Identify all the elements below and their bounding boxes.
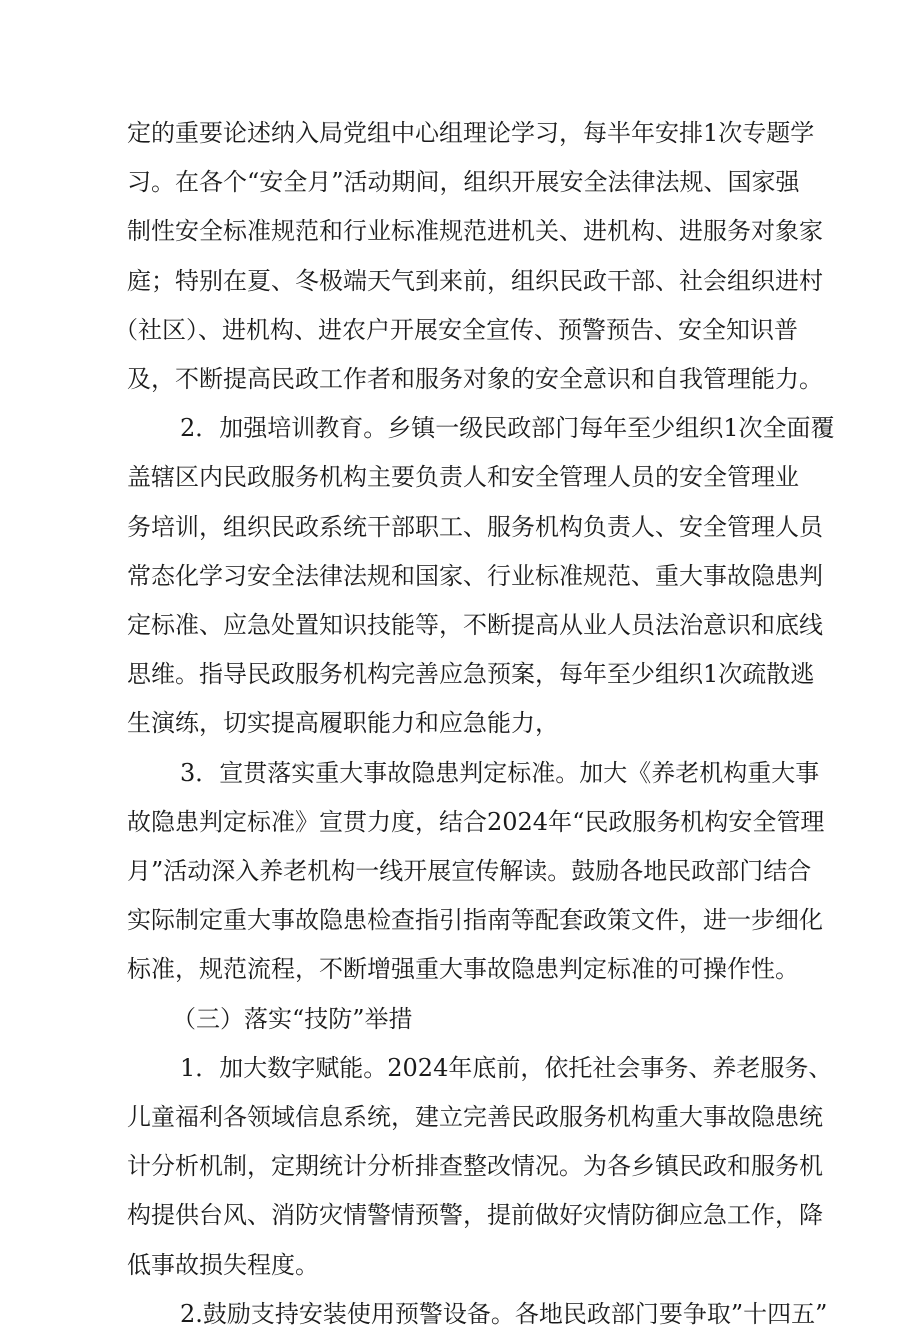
paragraph-start (0, 1291, 920, 1337)
line-text: （社区）、进机构、进农户开展安全宣传、预警预告、安全知识普 (114, 316, 798, 344)
text-line (0, 504, 920, 550)
paragraph-start (0, 1045, 920, 1091)
text-line (0, 700, 920, 746)
text-line (0, 159, 920, 205)
text-line (0, 110, 920, 156)
line-text: 1．加大数字赋能。2024年底前，依托社会事务、养老服务、 (180, 1054, 833, 1082)
text-line (0, 454, 920, 500)
line-text: 构提供台风、消防灾情警情预警，提前做好灾情防御应急工作，降 (127, 1201, 823, 1229)
line-text: 习。在各个“安全月”活动期间，组织开展安全法律法规、国家强 (127, 168, 800, 196)
paragraph-start (0, 405, 920, 451)
text-line (0, 553, 920, 599)
text-line (0, 897, 920, 943)
text-line (0, 799, 920, 845)
line-text: 3．宣贯落实重大事故隐患判定标准。加大《养老机构重大事 (180, 759, 820, 787)
text-line (0, 1242, 920, 1288)
line-text: 制性安全标准规范和行业标准规范进机关、进机构、进服务对象家 (127, 217, 823, 245)
line-text: 标准，规范流程，不断增强重大事故隐患判定标准的可操作性。 (127, 955, 799, 983)
line-text: 计分析机制，定期统计分析排查整改情况。为各乡镇民政和服务机 (127, 1152, 823, 1180)
text-line (0, 208, 920, 254)
line-text: 月”活动深入养老机构一线开展宣传解读。鼓励各地民政部门结合 (127, 857, 812, 885)
line-text: 故隐患判定标准》宣贯力度，结合2024年“民政服务机构安全管理 (127, 808, 825, 836)
line-text: 定标准、应急处置知识技能等，不断提高从业人员法治意识和底线 (127, 611, 823, 639)
line-text: 务培训，组织民政系统干部职工、服务机构负责人、安全管理人员 (127, 513, 823, 541)
line-text: 及，不断提高民政工作者和服务对象的安全意识和自我管理能力。 (127, 365, 823, 393)
line-text: （三）落实“技防”举措 (172, 1005, 413, 1033)
text-line (0, 848, 920, 894)
text-line (0, 602, 920, 648)
line-text: 生演练，切实提高履职能力和应急能力， (127, 709, 559, 737)
line-text: 2．加强培训教育。乡镇一级民政部门每年至少组织1次全面覆 (180, 414, 835, 442)
line-text: 定的重要论述纳入局党组中心组理论学习，每半年安排1次专题学 (127, 119, 815, 147)
text-line (0, 1192, 920, 1238)
text-line (0, 1143, 920, 1189)
section-heading (0, 996, 920, 1042)
line-text: 思维。指导民政服务机构完善应急预案，每年至少组织1次疏散逃 (127, 660, 815, 688)
line-text: 庭；特别在夏、冬极端天气到来前，组织民政干部、社会组织进村 (127, 267, 823, 295)
line-text: 儿童福利各领域信息系统，建立完善民政服务机构重大事故隐患统 (127, 1103, 823, 1131)
line-text: 低事故损失程度。 (127, 1251, 319, 1279)
line-text: 2.鼓励支持安装使用预警设备。各地民政部门要争取”十四五” (180, 1300, 828, 1328)
text-line (0, 1094, 920, 1140)
text-line (0, 946, 920, 992)
paragraph-start (0, 750, 920, 796)
text-line (0, 356, 920, 402)
text-line (0, 651, 920, 697)
line-text: 实际制定重大事故隐患检查指引指南等配套政策文件，进一步细化 (127, 906, 823, 934)
line-text: 常态化学习安全法律法规和国家、行业标准规范、重大事故隐患判 (127, 562, 823, 590)
text-line (0, 307, 920, 353)
text-line (0, 258, 920, 304)
line-text: 盖辖区内民政服务机构主要负责人和安全管理人员的安全管理业 (127, 463, 799, 491)
